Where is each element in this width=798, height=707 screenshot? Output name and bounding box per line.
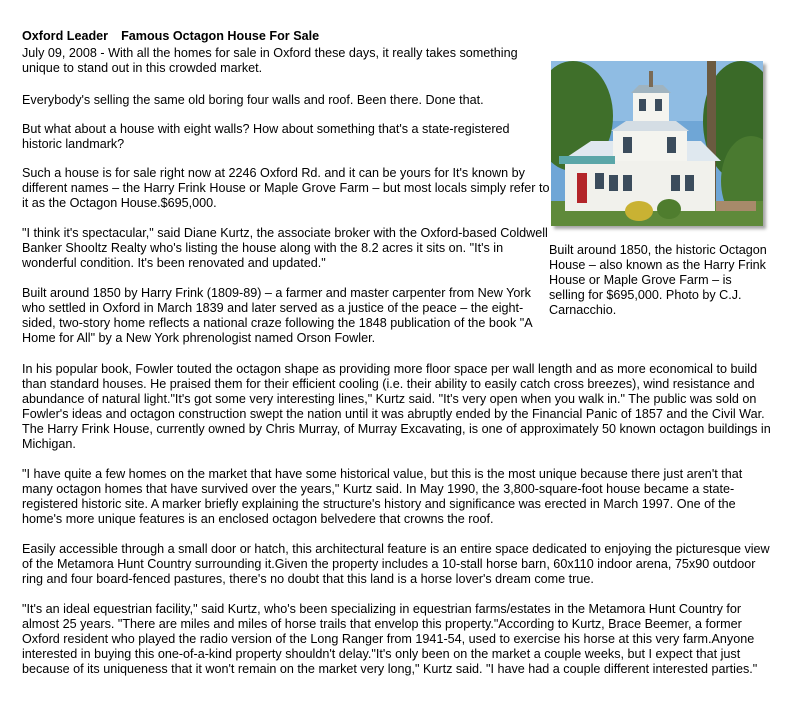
headline <box>22 29 319 44</box>
headline-source: Oxford Leader <box>22 29 109 43</box>
paragraph-6: Built around 1850 by Harry Frink (1809-89) – a farmer and master carpenter from New York who settled in Oxford in March 1839 and later served as a justice of the peace – the eight-sided, two-story home reflects a national craze following the 1848 publication of the book "A Home for All" by a New York phrenologist named Orson Fowler. <box>22 286 532 345</box>
octagon-house-image <box>551 61 763 226</box>
paragraph-2: Everybody's selling the same old boring four walls and roof. Been there. Done that. <box>22 93 484 107</box>
paragraph-5: "I think it's spectacular," said Diane Kurtz, the associate broker with the Oxford-based Coldwell Banker Shooltz Realty who's listing the house along with the 8.2 acres it sits on. "It's in wonderful condition. It's been renovated and updated." <box>22 226 548 270</box>
headline-title: Famous Octagon House For Sale <box>121 29 320 43</box>
paragraph-9: Easily accessible through a small door or hatch, this architectural feature is an entire space dedicated to enjoying the picturesque view of the Metamora Hunt Country surrounding it.Given the property includes a 10-stall horse barn, 60x110 indoor arena, 75x90 outdoor ring and four board-fenced pastures, there's no doubt that this land is a horse lover's dream come true. <box>22 542 770 586</box>
paragraph-10: "It's an ideal equestrian facility," said Kurtz, who's been specializing in equestrian farms/estates in the Metamora Hunt Country for almost 25 years. "There are miles and miles of horse trails that envelop this property."According to Kurtz, Brace Beemer, a former Oxford resident who played the radio version of the Long Ranger from 1941-54, used to exercise his horse at this very farm.Anyone interested in buying this one-of-a-kind property shouldn't delay."It's only been on the market a couple weeks, but I expect that just because of its uniqueness that it won't remain on the market very long," Kurtz said. "I have had a couple different interested parties." <box>22 602 758 676</box>
paragraph-8: "I have quite a few homes on the market that have some historical value, but this is the most unique because there just aren't that many octagon homes that have survived over the years," Kurtz said. In May 1990, the 3,800-square-foot house became a state-registered historic site. A marker briefly explaining the structure's history and significance was erected in March 1997. One of the home's more unique features is an enclosed octagon belvedere that crowns the roof. <box>22 467 743 526</box>
octagon-house-photo <box>551 61 763 226</box>
photo-caption: Built around 1850, the historic Octagon House – also known as the Harry Frink House or Maple Grove Farm – is selling for $695,000. Photo by C.J. Carnacchio. <box>549 243 767 317</box>
paragraph-1: July 09, 2008 - With all the homes for sale in Oxford these days, it really takes something unique to stand out in this crowded market. <box>22 46 518 75</box>
paragraph-4: Such a house is for sale right now at 2246 Oxford Rd. and it can be yours for It's known by different names – the Harry Frink House or Maple Grove Farm – but most locals simply refer to it as the Octagon House.$695,000. <box>22 166 550 210</box>
paragraph-3: But what about a house with eight walls? How about something that's a state-registered historic landmark? <box>22 122 510 151</box>
paragraph-7: In his popular book, Fowler touted the octagon shape as providing more floor space per wall length and as more economical to build than standard houses. He praised them for their efficient cooling (i.e. their ability to easily catch cross breezes), wind resistance and abundance of natural light."It's got some very interesting lines," Kurtz said. "It's very open when you walk in." The public was sold on Fowler's ideas and octagon construction swept the nation until it was abruptly ended by the Financial Panic of 1857 and the Civil War. The Harry Frink House, currently owned by Chris Murray, of Murray Excavating, is one of approximately 50 known octagon buildings in Michigan. <box>22 362 771 451</box>
